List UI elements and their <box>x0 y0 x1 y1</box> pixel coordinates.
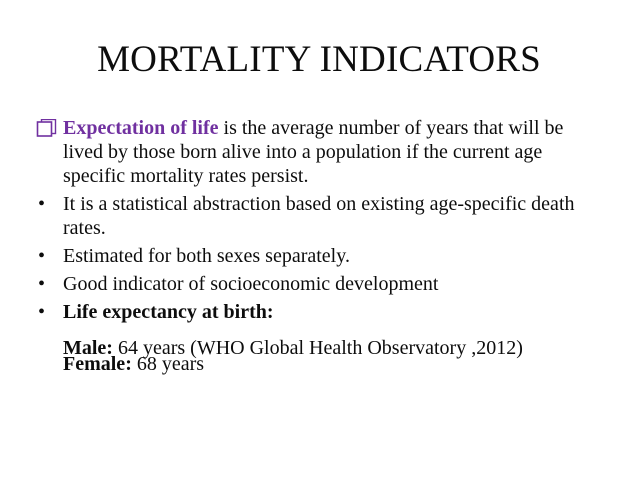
bullet-dot-icon: • <box>38 245 46 267</box>
slide-title: MORTALITY INDICATORS <box>97 39 541 80</box>
bullet-text: Estimated for both sexes separately. <box>63 245 350 267</box>
bullet-item <box>36 192 606 240</box>
female-label: Female: <box>63 353 132 375</box>
bullet-text: Good indicator of socioeconomic development <box>63 273 439 295</box>
bullet-text: It is a statistical abstraction based on existing age-specific death rates. <box>63 193 575 239</box>
paragraph-text: is the average number of years that will be lived by those born alive into a population if the current age specific mortality rates persist. <box>63 117 564 187</box>
slide-body <box>36 116 606 374</box>
bullet-item <box>36 244 606 268</box>
bullet-item <box>36 300 606 324</box>
female-value: 68 years <box>131 353 205 375</box>
bullet-dot-icon: • <box>38 273 46 295</box>
expectation-of-life-paragraph <box>36 116 606 188</box>
life-expectancy-heading: Life expectancy at birth: <box>63 301 274 323</box>
hollow-square-bullet-icon <box>36 119 57 137</box>
bullet-dot-icon: • <box>38 193 46 215</box>
male-value: 64 years (WHO Global Health Observatory ,2012) <box>112 337 523 359</box>
bullet-item <box>36 272 606 296</box>
male-label: Male: <box>63 337 113 359</box>
bullet-dot-icon: • <box>38 301 46 323</box>
highlight-text: Expectation of life <box>63 117 219 139</box>
